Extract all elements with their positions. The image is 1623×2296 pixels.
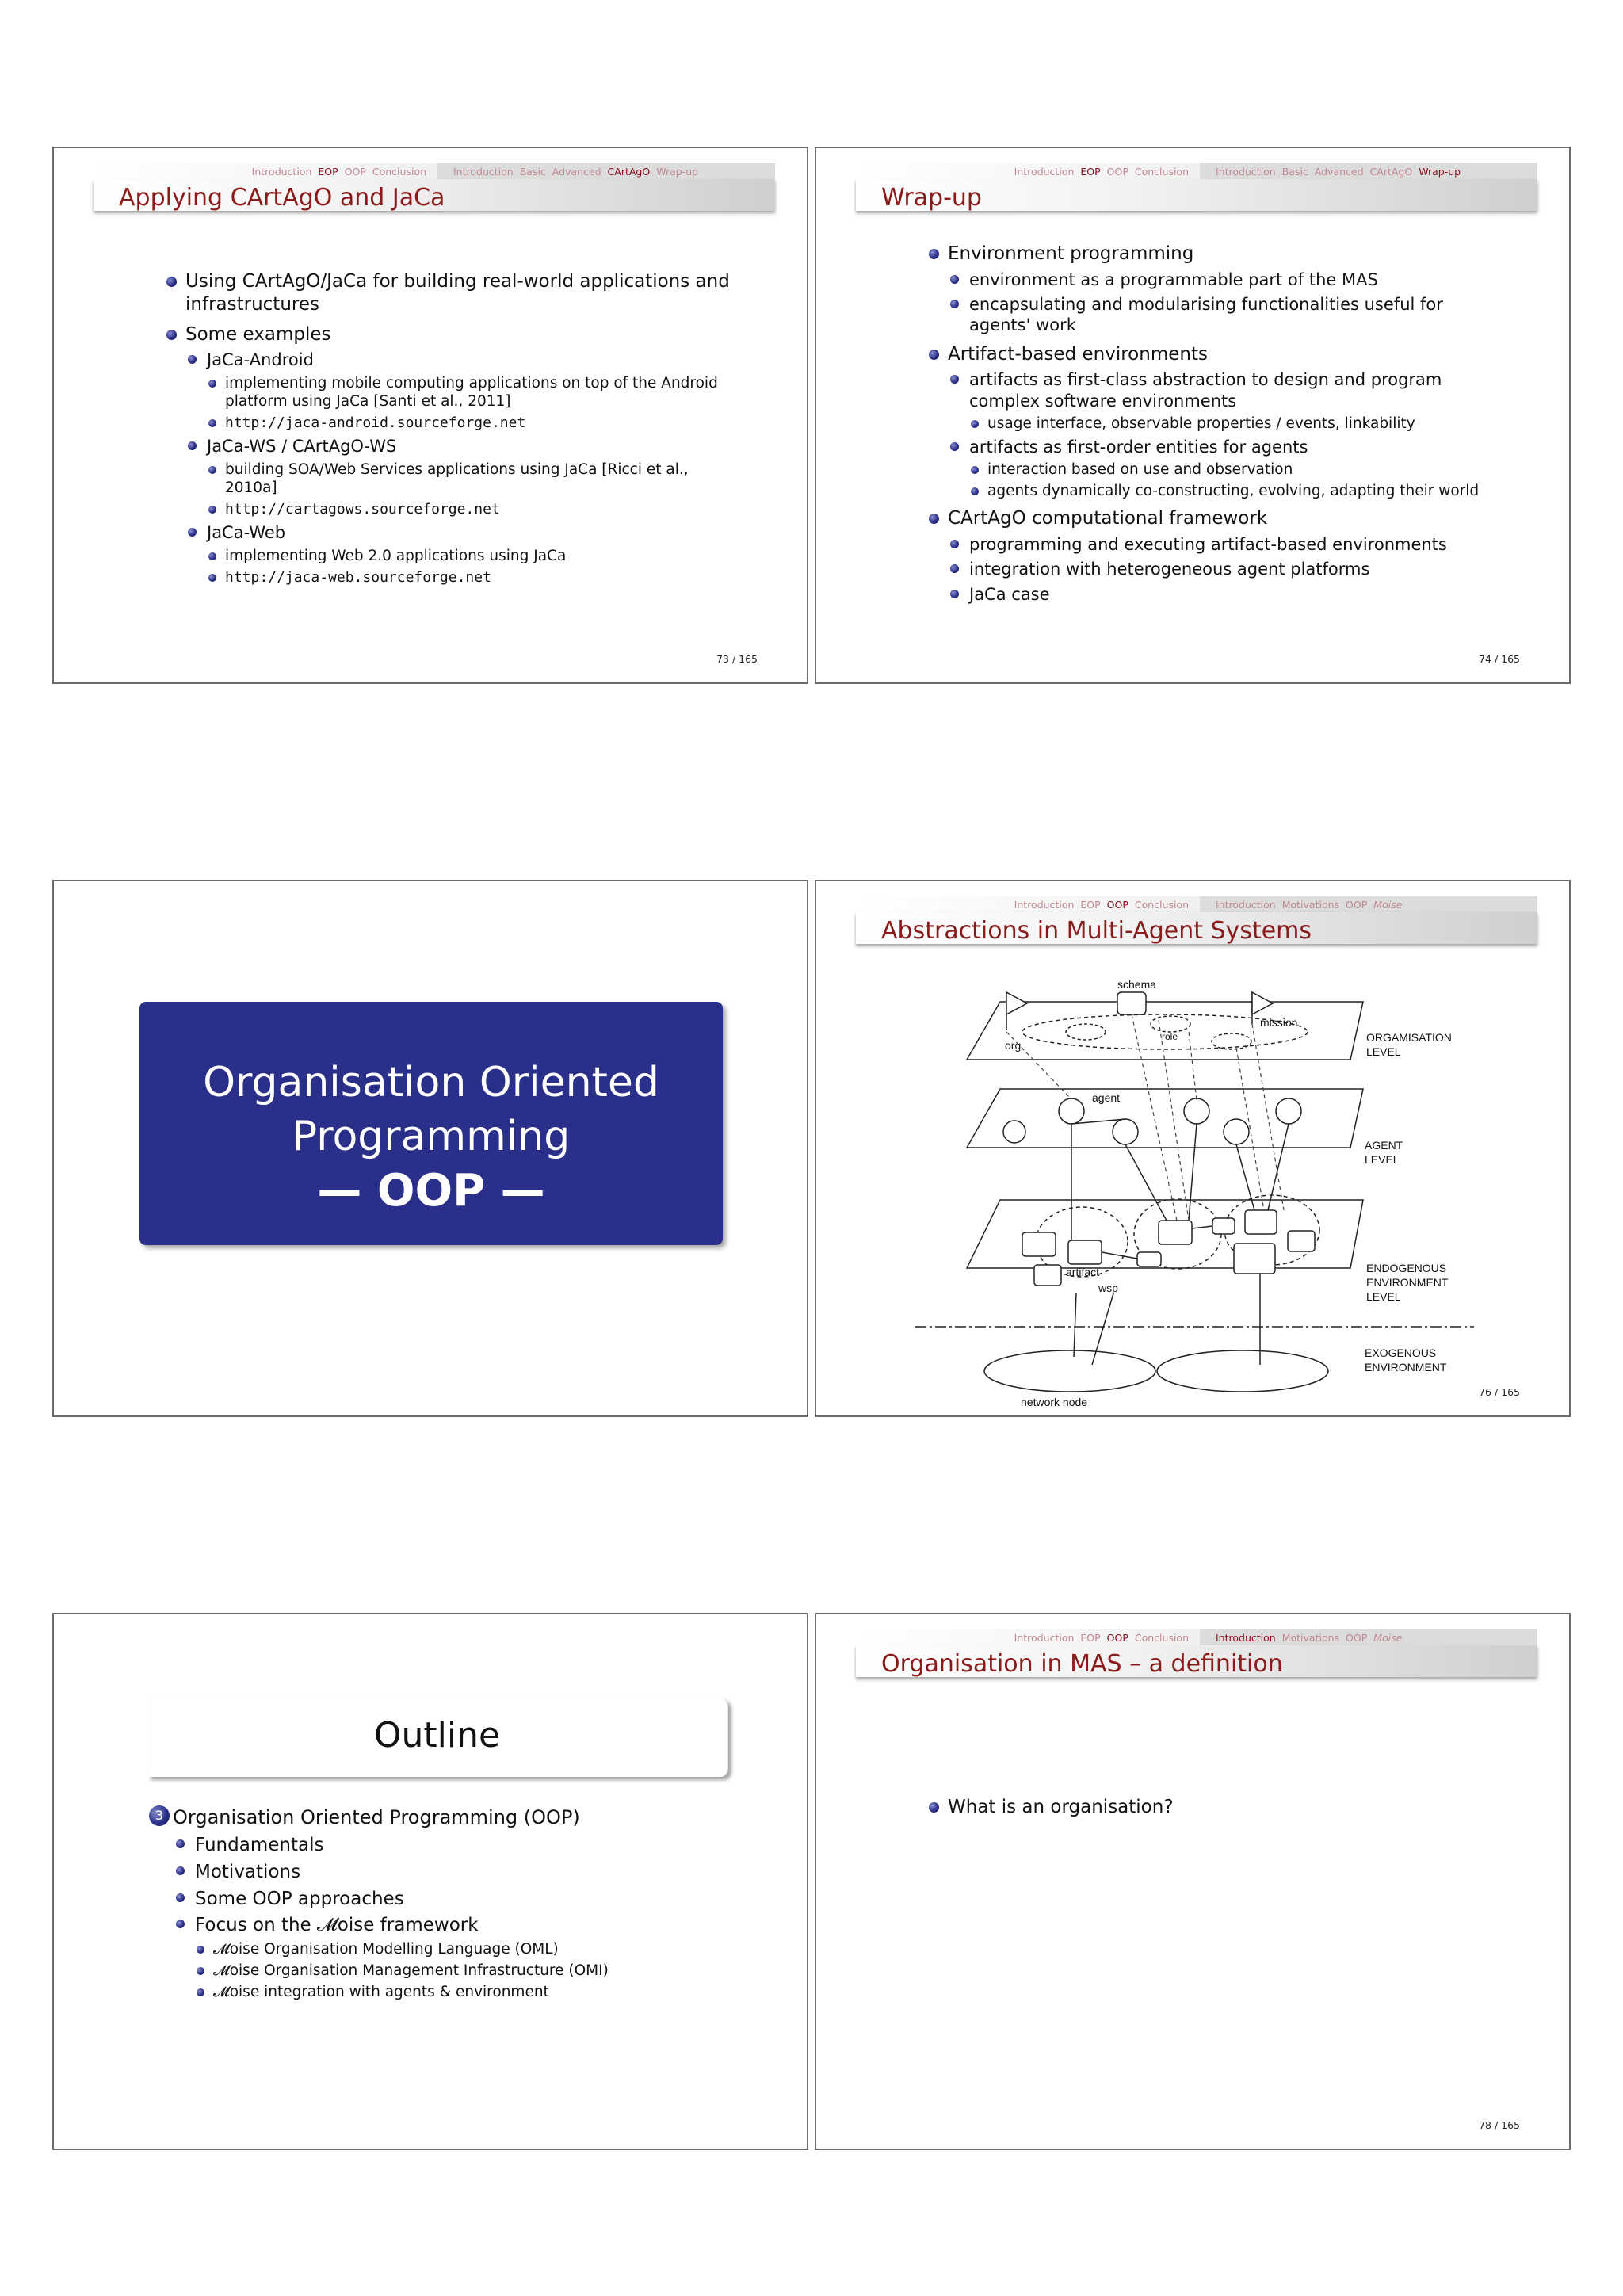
- agent-level-plane: [967, 1089, 1363, 1148]
- nav-subsection[interactable]: OOP: [1346, 898, 1368, 911]
- bullet-icon: [929, 350, 939, 360]
- list-item[interactable]: [207, 568, 735, 587]
- list-item: Some examples: [165, 323, 735, 346]
- outline-item[interactable]: Focus on the 𝓜oise framework: [174, 1914, 743, 1937]
- nav-subsection[interactable]: Moise: [1373, 898, 1403, 911]
- list-item: artifacts as first-class abstraction to design and program complex software environments: [949, 369, 1498, 411]
- list-item[interactable]: [207, 414, 735, 433]
- nav-subsection[interactable]: Wrap-up: [1419, 165, 1461, 178]
- level-label: EXOGENOUS: [1365, 1347, 1437, 1359]
- section-title-acronym: — OOP —: [317, 1165, 545, 1217]
- bullet-icon: [950, 375, 959, 384]
- level-label: ENDOGENOUS: [1366, 1262, 1447, 1274]
- bullet-icon: [950, 540, 959, 548]
- nav-section[interactable]: Introduction: [1014, 898, 1075, 911]
- slide-title-bar: [94, 179, 775, 211]
- slide-76: [815, 880, 1571, 1417]
- bullet-icon: [176, 1866, 185, 1875]
- bullet-icon: [971, 487, 979, 495]
- bullet-icon: [208, 419, 216, 427]
- url-link: http://cartagows.sourceforge.net: [225, 500, 500, 518]
- bullet-icon: [208, 574, 216, 582]
- bullet-icon: [197, 1946, 204, 1954]
- list-item: environment as a programmable part of the MAS: [949, 269, 1498, 290]
- nav-section[interactable]: EOP: [318, 165, 338, 178]
- diagram-label: wsp: [1098, 1282, 1118, 1294]
- bullet-icon: [971, 466, 979, 474]
- nav-subsection[interactable]: Advanced: [1314, 165, 1364, 178]
- slide-nav: [856, 1629, 1537, 1645]
- outline-title-box: [147, 1698, 728, 1777]
- slide-78: [815, 1613, 1571, 2150]
- nav-section[interactable]: OOP: [344, 165, 366, 178]
- bullet-icon: [950, 275, 959, 284]
- slide-title-bar: [856, 179, 1537, 211]
- bullet-icon: [929, 249, 939, 259]
- page-number: 73 / 165: [716, 653, 758, 665]
- bullet-icon: [197, 1988, 204, 1996]
- bullet-icon: [950, 300, 959, 308]
- bullet-icon: [971, 420, 979, 428]
- diagram-label: schema: [1117, 978, 1157, 991]
- bullet-icon: [929, 514, 939, 524]
- list-item: JaCa case: [949, 584, 1498, 605]
- outline-subitem[interactable]: 𝓜oise integration with agents & environment: [195, 1983, 743, 2001]
- slide-75: [52, 880, 808, 1417]
- outline-list: [155, 1805, 743, 2001]
- list-item: Environment programming: [927, 243, 1498, 266]
- bullet-icon: [197, 1967, 204, 1975]
- nav-section[interactable]: Conclusion: [1134, 1631, 1189, 1644]
- section-number: 3: [149, 1805, 170, 1826]
- nav-subsection[interactable]: CArtAgO: [607, 165, 651, 178]
- bullet-icon: [208, 552, 216, 560]
- list-item: programming and executing artifact-based environments: [949, 534, 1498, 555]
- list-item[interactable]: [207, 500, 735, 519]
- slide-title: Applying CArtAgO and JaCa: [119, 184, 445, 212]
- bullet-icon: [950, 590, 959, 598]
- nav-subsection[interactable]: Motivations: [1281, 898, 1340, 911]
- outline-item[interactable]: Motivations: [174, 1861, 743, 1884]
- list-item: CArtAgO computational framework: [927, 507, 1498, 530]
- nav-section[interactable]: EOP: [1080, 898, 1101, 911]
- slide-74: [815, 147, 1571, 684]
- bullet-list: [927, 1789, 1498, 1819]
- nav-subsection[interactable]: Wrap-up: [656, 165, 699, 178]
- slide-title-bar: [856, 1645, 1537, 1677]
- outline-subitem[interactable]: 𝓜oise Organisation Management Infrastructure (OMI): [195, 1962, 743, 1980]
- level-label: ENVIRONMENT: [1366, 1276, 1449, 1289]
- list-item: Using CArtAgO/JaCa for building real-world applications and infrastructures: [165, 270, 735, 316]
- nav-subsection[interactable]: Introduction: [1216, 165, 1276, 178]
- diagram-label: network node: [1021, 1396, 1088, 1408]
- nav-subsection[interactable]: Basic: [1281, 165, 1308, 178]
- slide-title: Organisation in MAS – a definition: [881, 1650, 1283, 1678]
- nav-section[interactable]: Introduction: [251, 165, 312, 178]
- bullet-icon: [929, 1802, 939, 1813]
- slide-73: [52, 147, 808, 684]
- nav-section[interactable]: OOP: [1106, 898, 1128, 911]
- diagram-label: role: [1162, 1031, 1178, 1042]
- list-item: JaCa-WS / CArtAgO-WS: [186, 436, 735, 457]
- nav-subsection[interactable]: Motivations: [1281, 1631, 1340, 1644]
- level-label: LEVEL: [1366, 1290, 1401, 1303]
- nav-section[interactable]: EOP: [1080, 165, 1101, 178]
- bullet-icon: [950, 564, 959, 573]
- bullet-icon: [188, 355, 197, 364]
- bullet-icon: [188, 528, 197, 537]
- page-number: 74 / 165: [1479, 653, 1520, 665]
- url-link: http://jaca-android.sourceforge.net: [225, 414, 526, 431]
- list-item: What is an organisation?: [927, 1796, 1498, 1819]
- list-item: Artifact-based environments: [927, 343, 1498, 366]
- diagram-label: org: [1005, 1039, 1022, 1052]
- list-item: encapsulating and modularising functionalities useful for agents' work: [949, 294, 1498, 336]
- slide-nav: [856, 163, 1537, 179]
- outline-section[interactable]: 3 Organisation Oriented Programming (OOP): [173, 1805, 743, 1830]
- nav-subsection[interactable]: Introduction: [1216, 898, 1276, 911]
- nav-section[interactable]: Conclusion: [1134, 165, 1189, 178]
- diagram-label: agent: [1092, 1091, 1121, 1104]
- bullet-icon: [176, 1920, 185, 1928]
- bullet-list: [927, 235, 1498, 605]
- outline-item[interactable]: Some OOP approaches: [174, 1888, 743, 1911]
- nav-subsection[interactable]: Introduction: [1216, 1631, 1276, 1644]
- list-item: artifacts as first-order entities for agents: [949, 437, 1498, 457]
- page-number: 78 / 165: [1479, 2119, 1520, 2131]
- bullet-icon: [188, 441, 197, 450]
- bullet-icon: [208, 380, 216, 388]
- diagram-label: artifact: [1066, 1266, 1100, 1278]
- slide-nav: [94, 163, 775, 179]
- slide-title: Abstractions in Multi-Agent Systems: [881, 917, 1312, 945]
- nav-section[interactable]: OOP: [1106, 165, 1128, 178]
- nav-subsection[interactable]: Introduction: [453, 165, 514, 178]
- nav-subsection[interactable]: Basic: [519, 165, 546, 178]
- url-link: http://jaca-web.sourceforge.net: [225, 568, 491, 586]
- bullet-icon: [950, 442, 959, 451]
- list-item: interaction based on use and observation: [969, 460, 1498, 479]
- level-label: AGENT: [1365, 1139, 1403, 1152]
- bullet-icon: [208, 506, 216, 514]
- level-label: LEVEL: [1366, 1045, 1401, 1058]
- page-number: 76 / 165: [1479, 1386, 1520, 1398]
- list-item: usage interface, observable properties / events, linkability: [969, 415, 1498, 433]
- mas-abstraction-diagram: [816, 881, 1571, 1417]
- list-item: building SOA/Web Services applications using JaCa [Ricci et al., 2010a]: [207, 460, 735, 497]
- bullet-icon: [166, 330, 177, 340]
- nav-section[interactable]: Introduction: [1014, 165, 1075, 178]
- section-title-line: Programming: [292, 1113, 571, 1160]
- list-item: JaCa-Web: [186, 522, 735, 543]
- section-title-box: [139, 1002, 723, 1245]
- bullet-list: [165, 263, 735, 586]
- bullet-icon: [176, 1839, 185, 1848]
- nav-subsection[interactable]: OOP: [1346, 1631, 1368, 1644]
- nav-section[interactable]: Conclusion: [372, 165, 426, 178]
- bullet-icon: [166, 277, 177, 287]
- nav-section[interactable]: Conclusion: [1134, 898, 1189, 911]
- nav-section[interactable]: EOP: [1080, 1631, 1101, 1644]
- nav-subsection[interactable]: Advanced: [552, 165, 601, 178]
- level-label: ENVIRONMENT: [1365, 1361, 1447, 1373]
- list-item: integration with heterogeneous agent platforms: [949, 559, 1498, 579]
- level-label: LEVEL: [1365, 1153, 1400, 1166]
- schema-box: [1117, 992, 1146, 1014]
- list-item: implementing mobile computing applications on top of the Android platform using JaCa [Santi et al., 2011]: [207, 374, 735, 411]
- slide-77: [52, 1613, 808, 2150]
- list-item: JaCa-Android: [186, 350, 735, 370]
- level-label: ORGAMISATION: [1366, 1031, 1452, 1044]
- bullet-icon: [176, 1893, 185, 1902]
- nav-subsection[interactable]: CArtAgO: [1369, 165, 1413, 178]
- section-title-line: Organisation Oriented: [203, 1059, 659, 1106]
- outline-title: Outline: [373, 1715, 501, 1755]
- bullet-icon: [208, 466, 216, 474]
- nav-subsection[interactable]: Moise: [1373, 1631, 1403, 1644]
- outline-item[interactable]: Fundamentals: [174, 1834, 743, 1857]
- nav-section[interactable]: OOP: [1106, 1631, 1128, 1644]
- outline-subitem[interactable]: 𝓜oise Organisation Modelling Language (OML): [195, 1940, 743, 1958]
- list-item: agents dynamically co-constructing, evolving, adapting their world: [969, 482, 1498, 500]
- list-item: implementing Web 2.0 applications using JaCa: [207, 547, 735, 565]
- nav-section[interactable]: Introduction: [1014, 1631, 1075, 1644]
- slide-title: Wrap-up: [881, 184, 982, 212]
- diagram-label: mission: [1260, 1016, 1298, 1029]
- outline-items: [173, 1834, 743, 2001]
